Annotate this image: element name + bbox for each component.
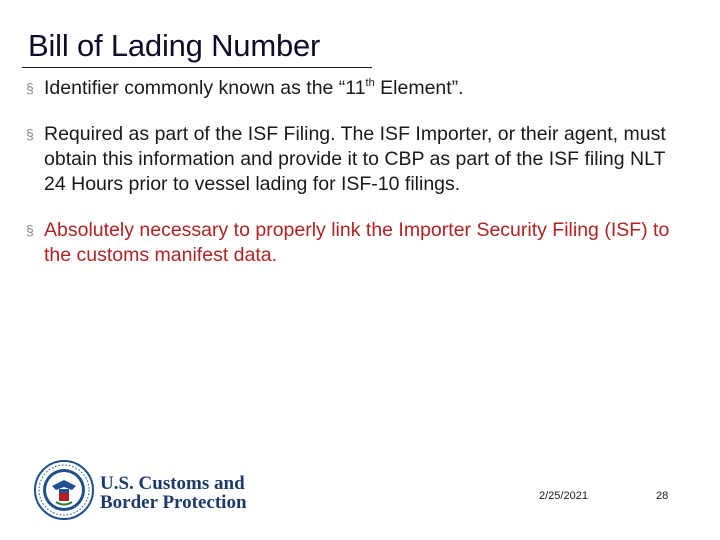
agency-wordmark — [100, 474, 247, 512]
bullet-marker: § — [26, 126, 34, 142]
bullet-item-2 — [26, 122, 686, 197]
bullet-list — [26, 76, 686, 289]
bullet-item-1 — [26, 76, 686, 101]
bullet-superscript: th — [365, 77, 375, 89]
bullet-text: Required as part of the ISF Filing. The ISF Importer, or their agent, must obtain this information and provide it to CBP as part of the ISF filing NLT 24 Hours prior to vessel lading for ISF-10 filings. — [44, 123, 666, 195]
bullet-item-3 — [26, 218, 686, 268]
dhs-seal-icon — [34, 460, 94, 520]
bullet-text: Absolutely necessary to properly link the Importer Security Filing (ISF) to the customs manifest data. — [44, 219, 670, 266]
bullet-text-pre: Identifier commonly known as the “11 — [44, 77, 366, 99]
slide-title: Bill of Lading Number — [28, 28, 321, 63]
title-underline — [22, 67, 372, 68]
bullet-text-post: Element”. — [374, 77, 464, 99]
agency-line-2: Border Protection — [100, 492, 247, 513]
page-number: 28 — [656, 490, 669, 502]
slide-title-block — [28, 27, 320, 65]
bullet-marker: § — [26, 80, 34, 96]
slide-date: 2/25/2021 — [539, 490, 588, 502]
bullet-marker: § — [26, 222, 34, 238]
agency-line-1: U.S. Customs and — [100, 473, 245, 494]
